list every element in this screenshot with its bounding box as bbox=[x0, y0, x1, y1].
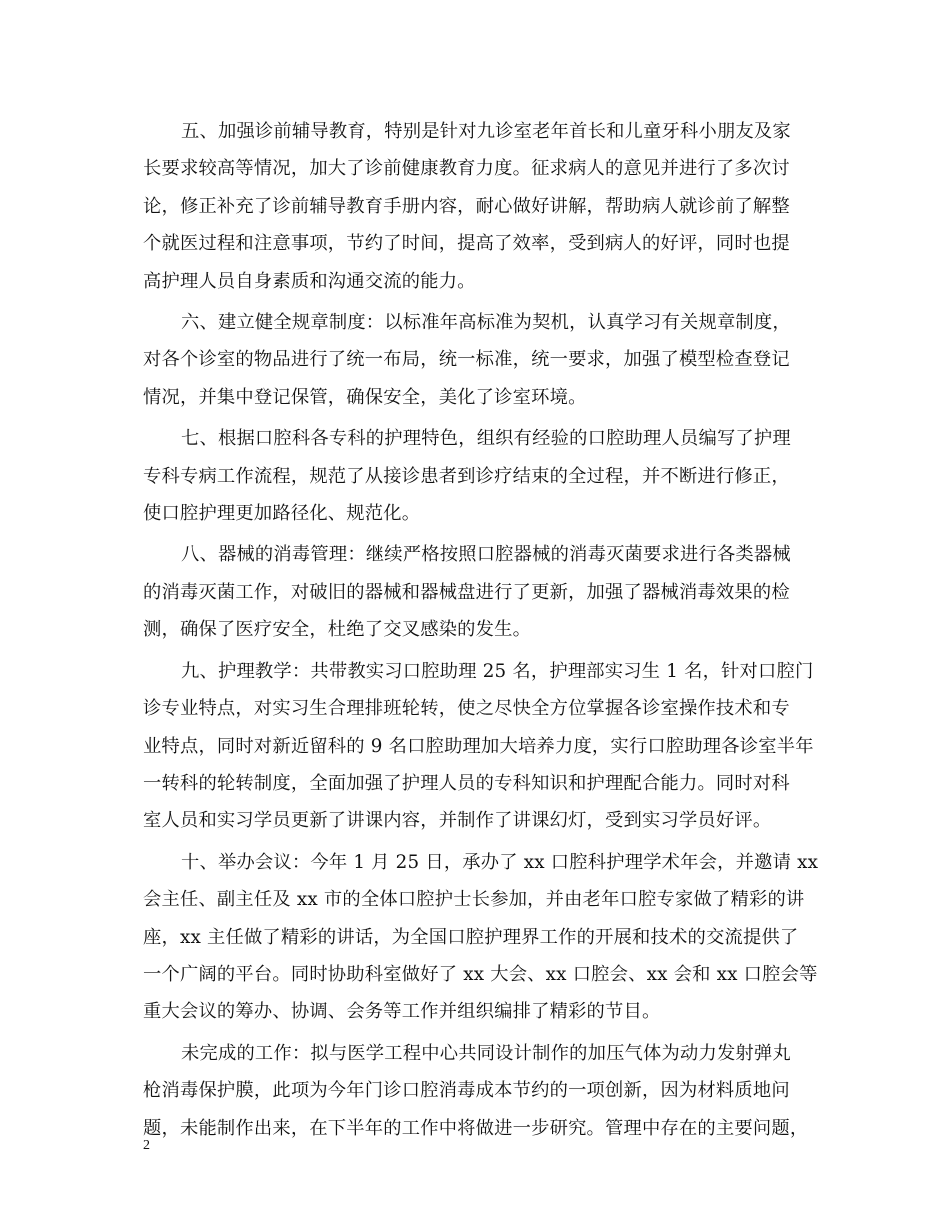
text-line: 使口腔护理更加路径化、规范化。 bbox=[143, 503, 421, 525]
page-number: 2 bbox=[143, 1138, 150, 1153]
text-line: 专科专病工作流程，规范了从接诊患者到诊疗结束的全过程，并不断进行修正， bbox=[143, 465, 790, 487]
paragraph-section-7 bbox=[143, 420, 813, 532]
text-line: 长要求较高等情况，加大了诊前健康教育力度。征求病人的意见并进行了多次讨 bbox=[143, 158, 790, 180]
text-line: 论，修正补充了诊前辅导教育手册内容，耐心做好讲解，帮助病人就诊前了解整 bbox=[143, 195, 790, 217]
text-line: 八、器械的消毒管理：继续严格按照口腔器械的消毒灭菌要求进行各类器械 bbox=[181, 544, 791, 566]
text-line: 九、护理教学：共带教实习口腔助理 25 名，护理部实习生 1 名，针对口腔门 bbox=[181, 660, 814, 682]
text-line: 会主任、副主任及 xx 市的全体口腔护士长参加，并由老年口腔专家做了精彩的讲 bbox=[143, 889, 805, 911]
text-line: 题，未能制作出来，在下半年的工作中将做进一步研究。管理中存在的主要问题， bbox=[143, 1117, 809, 1139]
text-line: 情况，并集中登记保管，确保安全，美化了诊室环境。 bbox=[143, 386, 587, 408]
text-line: 个就医过程和注意事项，节约了时间，提高了效率，受到病人的好评，同时也提 bbox=[143, 233, 790, 255]
paragraph-section-6 bbox=[143, 304, 813, 416]
text-line: 重大会议的筹办、协调、会务等工作并组织编排了精彩的节目。 bbox=[143, 1001, 661, 1023]
text-line: 测，确保了医疗安全，杜绝了交叉感染的发生。 bbox=[143, 619, 532, 641]
text-line: 业特点，同时对新近留科的 9 名口腔助理加大培养力度，实行口腔助理各诊室半年 bbox=[143, 735, 814, 757]
text-line: 高护理人员自身素质和沟通交流的能力。 bbox=[143, 270, 476, 292]
text-line: 诊专业特点，对实习生合理排班轮转，使之尽快全方位掌握各诊室操作技术和专 bbox=[143, 698, 790, 720]
text-line: 未完成的工作：拟与医学工程中心共同设计制作的加压气体为动力发射弹丸 bbox=[181, 1042, 791, 1064]
text-line: 七、根据口腔科各专科的护理特色，组织有经验的口腔助理人员编写了护理 bbox=[181, 428, 791, 450]
text-line: 一个广阔的平台。同时协助科室做好了 xx 大会、xx 口腔会、xx 会和 xx 口腔会等 bbox=[143, 963, 818, 985]
text-line: 的消毒灭菌工作，对破旧的器械和器械盘进行了更新，加强了器械消毒效果的检 bbox=[143, 581, 790, 603]
text-line: 六、建立健全规章制度：以标准年高标准为契机，认真学习有关规章制度， bbox=[181, 312, 791, 334]
document-body bbox=[143, 113, 819, 1151]
text-line: 十、举办会议：今年 1 月 25 日，承办了 xx 口腔科护理学术年会，并邀请 xx bbox=[181, 851, 819, 873]
text-line: 枪消毒保护膜，此项为今年门诊口腔消毒成本节约的一项创新，因为材料质地问 bbox=[143, 1080, 790, 1102]
text-line: 五、加强诊前辅导教育，特别是针对九诊室老年首长和儿童牙科小朋友及家 bbox=[181, 121, 791, 142]
paragraph-section-8 bbox=[143, 536, 813, 648]
text-line: 一转科的轮转制度，全面加强了护理人员的专科知识和护理配合能力。同时对科 bbox=[143, 772, 790, 794]
paragraph-unfinished-work bbox=[143, 1035, 813, 1147]
paragraph-section-9 bbox=[143, 653, 813, 840]
paragraph-section-10 bbox=[143, 844, 819, 1031]
text-line: 座，xx 主任做了精彩的讲话，为全国口腔护理界工作的开展和技术的交流提供了 bbox=[143, 926, 799, 948]
paragraph-section-5 bbox=[143, 113, 813, 300]
text-line: 室人员和实习学员更新了讲课内容，并制作了讲课幻灯，受到实习学员好评。 bbox=[143, 810, 772, 832]
text-line: 对各个诊室的物品进行了统一布局，统一标准，统一要求，加强了模型检查登记 bbox=[143, 349, 790, 371]
